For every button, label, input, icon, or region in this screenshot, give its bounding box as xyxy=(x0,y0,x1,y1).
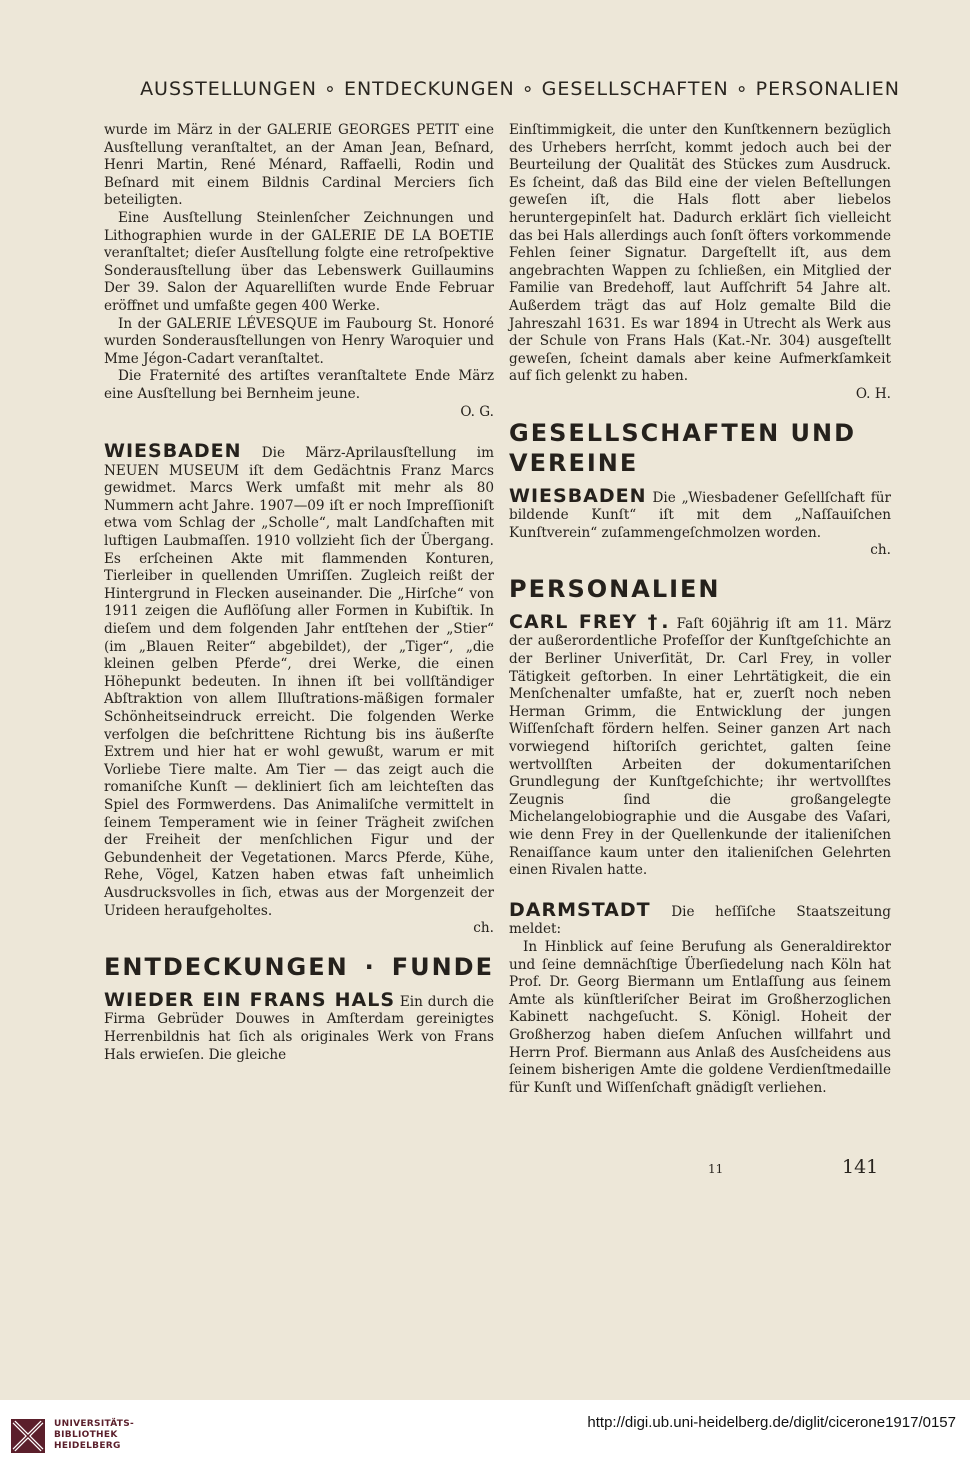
signature: ch. xyxy=(870,542,891,559)
article-wiesbaden xyxy=(104,440,494,920)
paragraph: In der GALERIE LÉVESQUE im Faubourg St. Honoré wurden Sonderausſtellungen von Henry Waroquier und Mme Jégon-Cadart veranſtaltet. xyxy=(104,315,494,367)
article-heading: DARMSTADT xyxy=(509,898,651,921)
article-heading: CARL FREY †. xyxy=(509,610,670,633)
running-head: AUSSTELLUNGEN ∘ ENTDECKUNGEN ∘ GESELLSCHAFTEN ∘ PERSONALIEN xyxy=(140,78,900,100)
section-heading: PERSONALIEN xyxy=(509,574,721,603)
section-heading: GESELLSCHAFTEN UND VEREINE xyxy=(509,418,857,477)
logo-line: HEIDELBERG xyxy=(54,1441,121,1451)
permalink-url[interactable]: http://digi.ub.uni-heidelberg.de/diglit/cicerone1917/0157 xyxy=(587,1414,956,1431)
signature: ch. xyxy=(473,920,494,937)
paragraph: Einſtimmigkeit, die unter den Kunſtkennern bezüglich des Urhebers herrſcht, kommt jedoch auch bei der Beurteilung der Qualität des Stückes zum Ausdruck. Es ſcheint, daß das Bild eine der vielen Beſtellungen geweſen iſt, die Hals flott aber liebelos heruntergepinſelt hat. Dadurch erklärt ſich vielleicht das bei Hals allerdings auch ſonſt öfters vorkommende Fehlen ſeiner Signatur. Dargeſtellt iſt, aus dem angebrachten Wappen zu ſchließen, ein Mitglied der Familie van Bredehoff, laut Aufſchrift 54 Jahre alt. Außerdem trägt das auf Holz gemalte Bild die Jahreszahl 1631. Es war 1894 in Utrecht als Werk aus der Schule von Frans Hals (Kat.-Nr. 304) ausgeſtellt geweſen, ſcheint damals aber keine Aufmerkſamkeit auf ſich gelenkt zu haben. xyxy=(509,122,891,385)
article-heading: WIESBADEN xyxy=(509,484,647,507)
page-number: 141 xyxy=(842,1156,879,1178)
paragraph: In Hinblick auf ſeine Berufung als Generaldirektor und ſeine demnächſtige Überſiedelung nach Köln hat Prof. Dr. Georg Biermann um Entlaſſung aus ſeinem Amte als künſtleriſcher Beirat im Großherzoglichen Kabinett nachgeſucht. S. Königl. Hoheit der Großherzog haben dieſem Anſuchen willfahrt und Herrn Prof. Biermann aus Anlaß des Ausſcheidens aus ſeinem bisherigen Amte die goldene Verdienſtmedaille für Kunſt und Wiſſenſchaft gnädigſt verliehen. xyxy=(509,938,891,1096)
library-logo[interactable] xyxy=(10,1414,150,1458)
logo-line: UNIVERSITÄTS- xyxy=(54,1419,135,1429)
article-text: Die heſſiſche Staatszeitung meldet: xyxy=(509,903,891,938)
article-darmstadt xyxy=(509,898,891,939)
right-column xyxy=(509,122,891,1097)
article-heading: WIESBADEN xyxy=(104,440,242,463)
section-heading: ENTDECKUNGEN · FUNDE xyxy=(104,952,494,981)
article-carl-frey xyxy=(509,610,891,880)
article-text: Die „Wiesbadener Geſellſchaft für bildende Kunſt“ iſt mit dem „Naſſauiſchen Kunſtverein“ zuſammengeſchmolzen worden. xyxy=(509,489,891,541)
article-text: Ein durch die Firma Gebrüder Douwes in Amſterdam gereinigtes Herrenbildnis hat ſich als originales Werk von Frans Hals erwieſen. Die gleiche xyxy=(104,993,494,1063)
signature: O. G. xyxy=(460,403,494,420)
library-emblem-icon xyxy=(10,1418,46,1454)
article-heading: WIEDER EIN FRANS HALS xyxy=(104,988,396,1011)
viewer-footer xyxy=(0,1400,970,1471)
article-text: Die März-Aprilausſtellung im NEUEN MUSEUM iſt dem Gedächtnis Franz Marcs gewidmet. Marcs Werk umfaßt mit mehr als 80 Nummern acht Jahre. 1907—09 iſt er noch Impreſſioniſt etwa vom Schlag der „Scholle“, malt Landſchaften mit luftigen Laubmaſſen. 1910 vollzieht ſich der Übergang. Es erſcheinen Akte mit flammenden Konturen, Tierleiber in quellenden Umriſſen. Zugleich reißt der Hintergrund in Flecken auseinander. Die „Hirſche“ von 1911 zeigen die Auflöſung aller Formen in Kubiſtik. In dieſem und dem folgenden Jahr entſtehen der „Stier“ (im „Blauen Reiter“ abgebildet), der „Tiger“, „die kleinen gelben Pferde“, drei Werke, die einen Höhepunkt bedeuten. In ihnen iſt bei vollſtändiger Abſtraktion von allem Illuſtrations-mäßigen formaler Schönheitseindruck erreicht. Die folgenden Werke verfolgen die beſchrittene Richtung bis ins äußerſte Extrem und hier hat er wohl gewußt, warum er mit Vorliebe Tiere malte. Am Tier — das zeigt auch die romaniſche Kunſt — dekliniert ſich am leichteſten das Spiel des Formwerdens. Das Animaliſche vermittelt in ſeinem Temperament wie in ſeiner Trägheit zwiſchen der Freiheit der menſchlichen Figur und der Gebundenheit der Vegetationen. Marcs Pferde, Kühe, Rehe, Vögel, Katzen haben etwas faſt unheimlich Ausdrucksvolles in ſich, etwas aus der Morgenzeit der Urideen heraufgeholtes. xyxy=(104,445,494,919)
paragraph: wurde im März in der GALERIE GEORGES PETIT eine Ausſtellung veranſtaltet, an der Aman Jean, Beſnard, Henri Martin, René Ménard, Raffaelli, Rodin und Beſnard mit einem Bildnis Cardinal Merciers ſich beteiligten. xyxy=(104,122,494,209)
article-wiesbaden xyxy=(509,484,891,543)
signature-mark: 11 xyxy=(708,1162,724,1176)
article-text: Faſt 60jährig iſt am 11. März der außerordentliche Profeſſor der Kunſtgeſchichte an der Berliner Univerſität, Dr. Carl Frey, in voller Tätigkeit geſtorben. In einer Lehrtätigkeit, die ein Menſchenalter umfaßte, hat er, zuerſt noch neben Herman Grimm, die Entwicklung der jungen Wiſſenſchaft fördern helfen. Seiner ganzen Art nach vorwiegend hiſtoriſch gerichtet, galten ſeine wertvollſten Arbeiten der dokumentariſchen Grundlegung der Kunſtgeſchichte; ihr wertvollſtes Zeugnis ſind die großangelegte Michelangelobiographie und die Ausgabe des Vaſari, wie denn Frey in der Quellenkunde der italieniſchen Renaiſſance kaum unter den italieniſchen Gelehrten einen Rivalen hatte. xyxy=(509,615,891,879)
paragraph: Die Fraternité des artiſtes veranſtaltete Ende März eine Ausſtellung bei Bernheim jeune. xyxy=(104,368,494,402)
left-column xyxy=(104,122,494,1064)
signature: O. H. xyxy=(855,385,891,402)
paragraph: Eine Ausſtellung Steinlenſcher Zeichnungen und Lithographien wurde in der GALERIE DE LA BOETIE veranſtaltet; dieſer Ausſtellung folgte eine retroſpektive Sonderausſtellung über das Lebenswerk Guillaumins Der 39. Salon der Aquarelliſten wurde Ende Februar eröffnet und umfaßte gegen 400 Werke. xyxy=(104,209,494,314)
logo-line: BIBLIOTHEK xyxy=(54,1430,118,1440)
article-frans-hals xyxy=(104,988,494,1064)
